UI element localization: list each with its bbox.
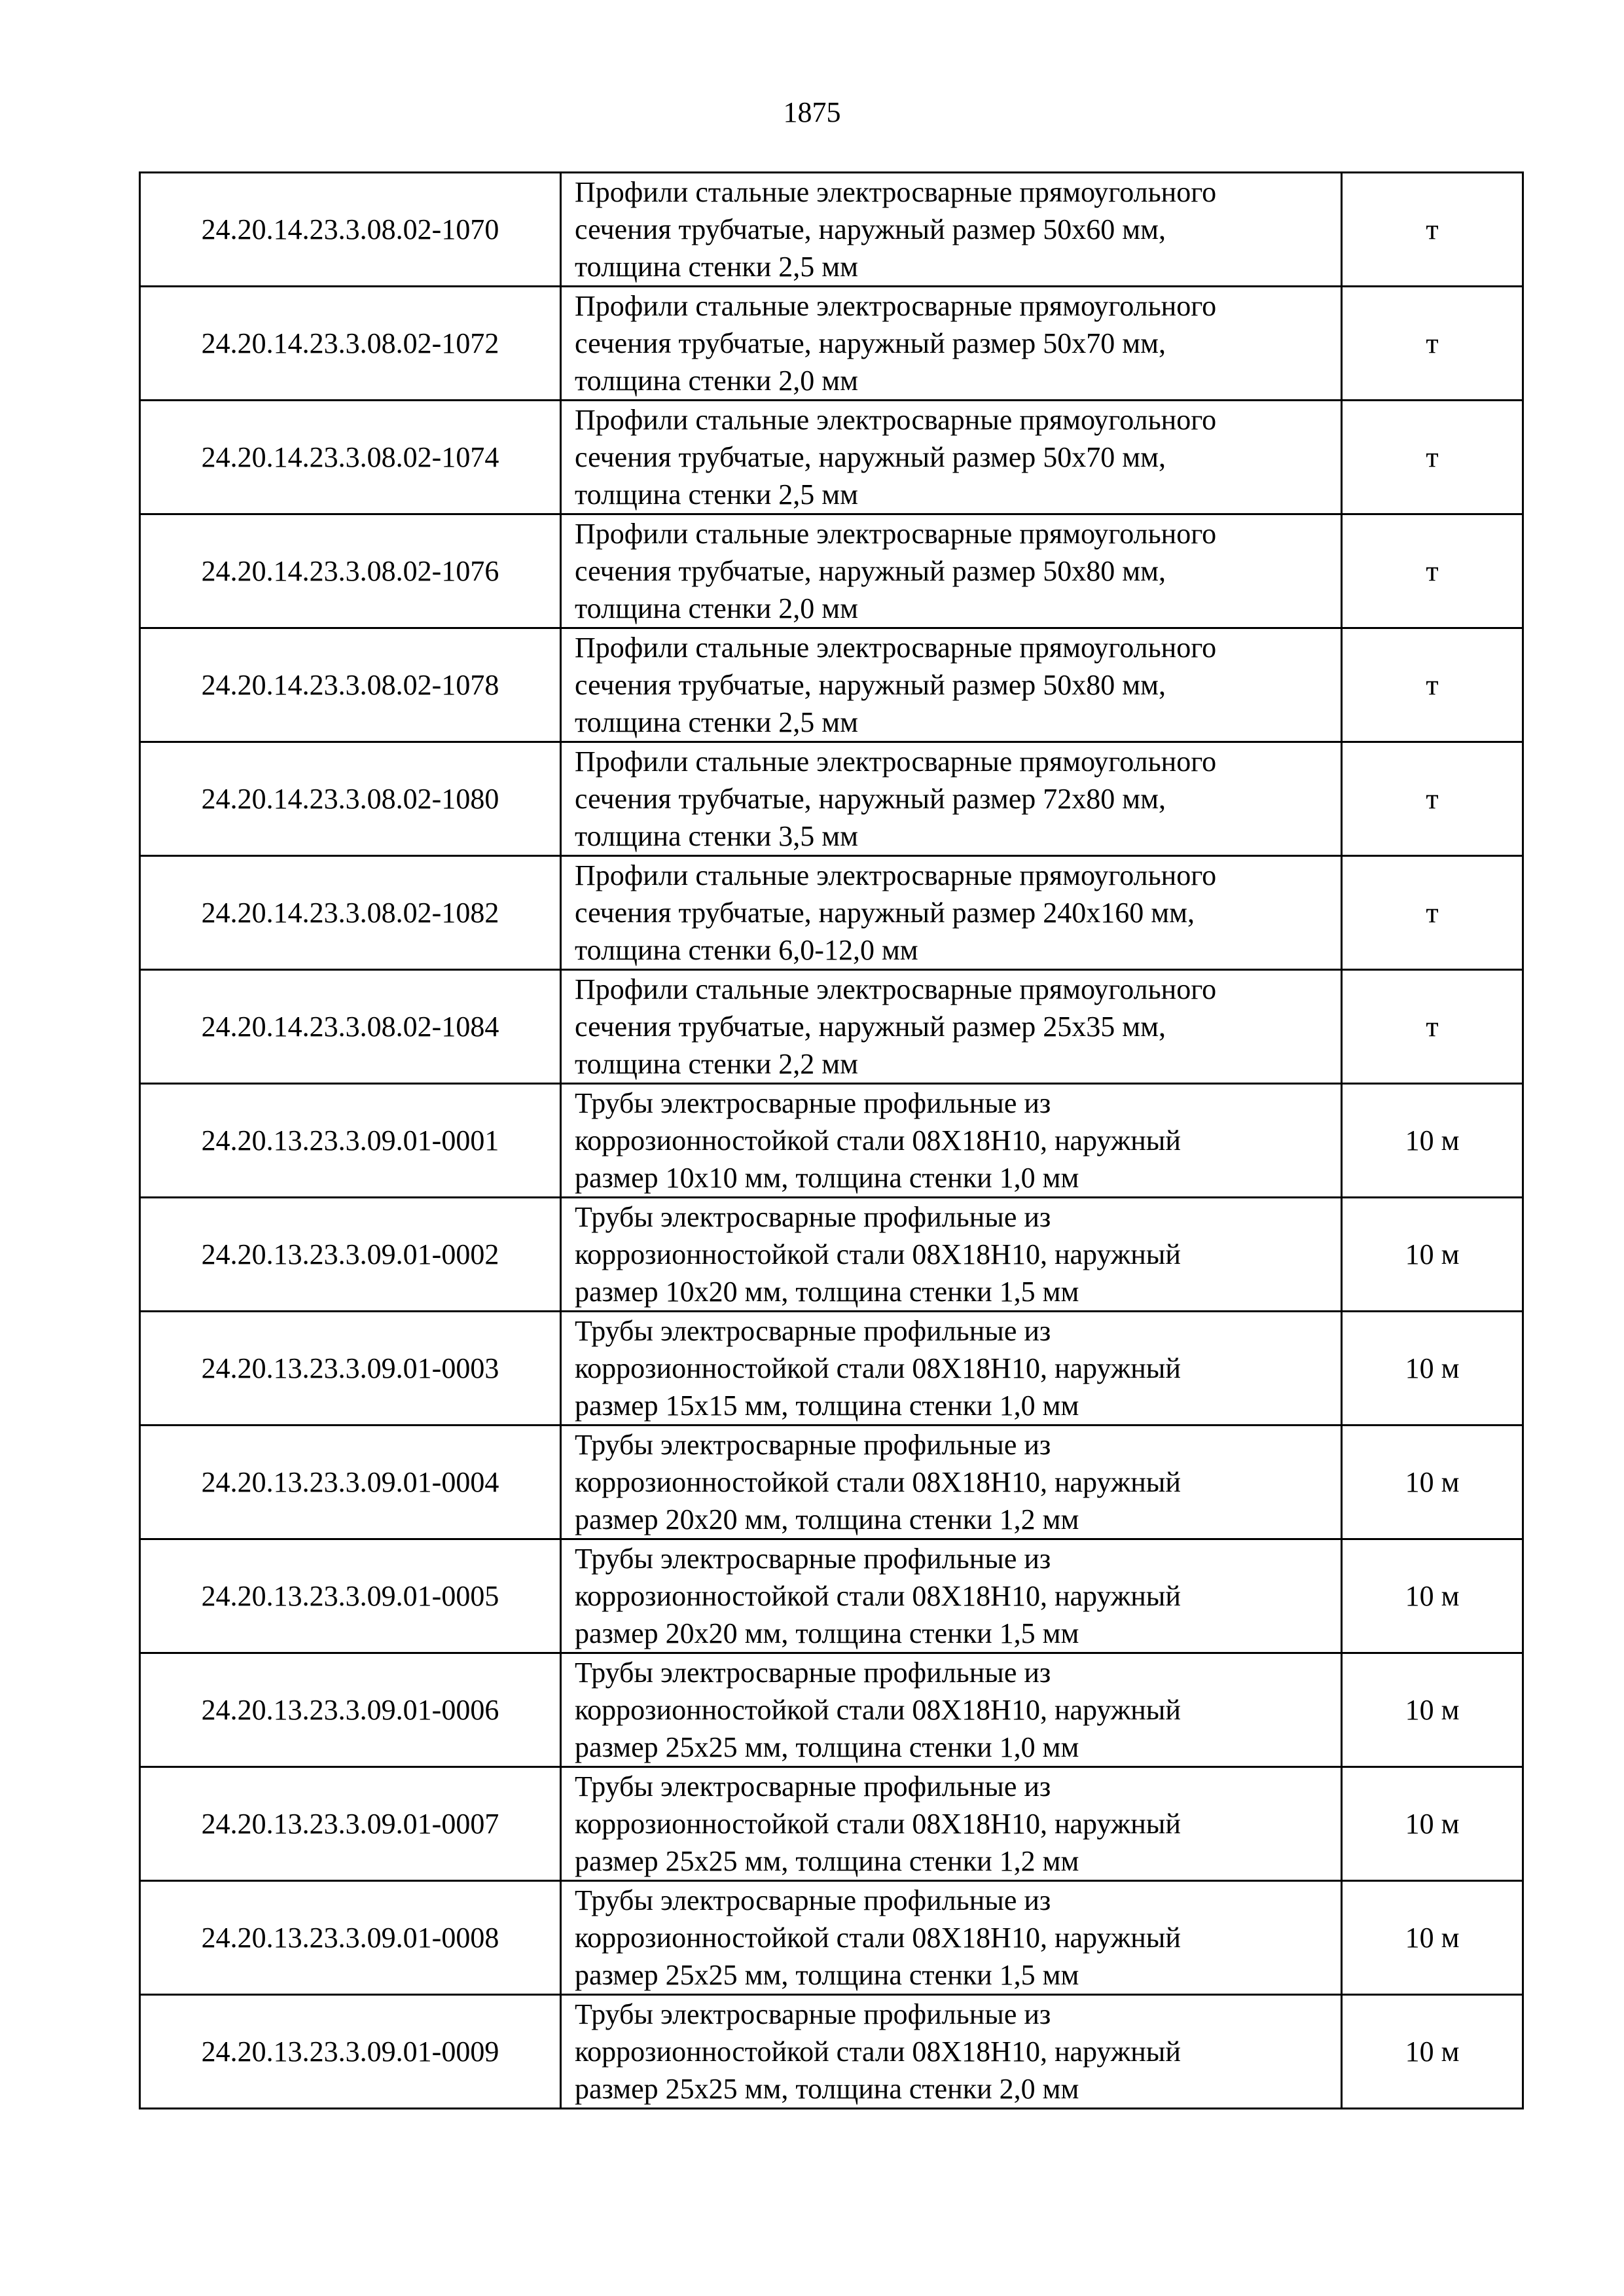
resource-description-cell	[561, 970, 1342, 1084]
description-line: коррозионностойкой стали 08Х18Н10, наружный	[575, 1238, 1181, 1270]
resource-code-cell: 24.20.14.23.3.08.02-1070	[140, 173, 561, 287]
description-line: сечения трубчатые, наружный размер 72х80 мм,	[575, 783, 1166, 815]
resource-description-cell	[561, 1539, 1342, 1653]
table-row	[140, 1881, 1523, 1995]
description-line: толщина стенки 2,5 мм	[575, 706, 858, 738]
description-line: коррозионностойкой стали 08Х18Н10, наружный	[575, 1352, 1181, 1384]
description-line: сечения трубчатые, наружный размер 50х70 мм,	[575, 327, 1166, 359]
description-line: Трубы электросварные профильные из	[575, 1998, 1051, 2030]
resource-description-cell	[561, 628, 1342, 742]
resource-code-cell: 24.20.14.23.3.08.02-1080	[140, 742, 561, 856]
description-line: толщина стенки 2,0 мм	[575, 592, 858, 624]
resource-code-cell: 24.20.14.23.3.08.02-1072	[140, 287, 561, 401]
resource-description-cell	[561, 1198, 1342, 1312]
unit-cell: т	[1342, 514, 1523, 628]
unit-cell: 10 м	[1342, 1995, 1523, 2109]
resource-code-cell: 24.20.13.23.3.09.01-0007	[140, 1767, 561, 1881]
table-row	[140, 514, 1523, 628]
description-line: размер 10х10 мм, толщина стенки 1,0 мм	[575, 1162, 1079, 1194]
resource-code-cell: 24.20.13.23.3.09.01-0003	[140, 1312, 561, 1426]
table-row	[140, 742, 1523, 856]
resource-code-cell: 24.20.14.23.3.08.02-1074	[140, 401, 561, 514]
unit-cell: 10 м	[1342, 1084, 1523, 1198]
description-line: сечения трубчатые, наружный размер 240х160 мм,	[575, 897, 1195, 929]
description-line: размер 25х25 мм, толщина стенки 1,5 мм	[575, 1959, 1079, 1991]
page-number: 1875	[783, 96, 841, 128]
description-line: Трубы электросварные профильные из	[575, 1315, 1051, 1347]
table-row	[140, 401, 1523, 514]
description-line: Профили стальные электросварные прямоугольного	[575, 290, 1217, 322]
description-line: толщина стенки 2,0 мм	[575, 365, 858, 397]
description-line: Трубы электросварные профильные из	[575, 1429, 1051, 1461]
resource-code-cell: 24.20.13.23.3.09.01-0001	[140, 1084, 561, 1198]
description-line: Трубы электросварные профильные из	[575, 1087, 1051, 1119]
table-row	[140, 1426, 1523, 1539]
unit-cell: т	[1342, 628, 1523, 742]
description-line: размер 25х25 мм, толщина стенки 1,2 мм	[575, 1845, 1079, 1877]
description-line: Трубы электросварные профильные из	[575, 1770, 1051, 1803]
description-line: сечения трубчатые, наружный размер 25х35 мм,	[575, 1011, 1166, 1043]
unit-cell: т	[1342, 856, 1523, 970]
description-line: толщина стенки 2,5 мм	[575, 251, 858, 283]
description-line: размер 25х25 мм, толщина стенки 1,0 мм	[575, 1731, 1079, 1763]
description-line: толщина стенки 2,5 мм	[575, 478, 858, 511]
unit-cell: 10 м	[1342, 1198, 1523, 1312]
unit-cell: 10 м	[1342, 1881, 1523, 1995]
unit-cell: т	[1342, 970, 1523, 1084]
description-line: размер 10х20 мм, толщина стенки 1,5 мм	[575, 1276, 1079, 1308]
resource-description-cell	[561, 1312, 1342, 1426]
resource-description-cell	[561, 1653, 1342, 1767]
resource-description-cell	[561, 1426, 1342, 1539]
unit-cell: 10 м	[1342, 1312, 1523, 1426]
description-line: толщина стенки 6,0-12,0 мм	[575, 934, 918, 966]
description-line: сечения трубчатые, наружный размер 50х80 мм,	[575, 669, 1166, 701]
description-line: коррозионностойкой стали 08Х18Н10, наружный	[575, 2036, 1181, 2068]
resource-description-cell	[561, 401, 1342, 514]
table-row	[140, 628, 1523, 742]
description-line: толщина стенки 3,5 мм	[575, 820, 858, 852]
table-row	[140, 1084, 1523, 1198]
resource-code-cell: 24.20.13.23.3.09.01-0008	[140, 1881, 561, 1995]
description-line: сечения трубчатые, наружный размер 50х80 мм,	[575, 555, 1166, 587]
unit-cell: 10 м	[1342, 1539, 1523, 1653]
table-row	[140, 173, 1523, 287]
unit-cell: 10 м	[1342, 1767, 1523, 1881]
description-line: коррозионностойкой стали 08Х18Н10, наружный	[575, 1580, 1181, 1612]
description-line: Профили стальные электросварные прямоугольного	[575, 176, 1217, 208]
description-line: Профили стальные электросварные прямоугольного	[575, 518, 1217, 550]
resource-code-cell: 24.20.13.23.3.09.01-0009	[140, 1995, 561, 2109]
table-row	[140, 287, 1523, 401]
resource-description-cell	[561, 514, 1342, 628]
resource-code-cell: 24.20.13.23.3.09.01-0005	[140, 1539, 561, 1653]
description-line: Трубы электросварные профильные из	[575, 1657, 1051, 1689]
resource-code-cell: 24.20.13.23.3.09.01-0002	[140, 1198, 561, 1312]
resource-table	[139, 171, 1524, 2109]
resource-description-cell	[561, 173, 1342, 287]
resource-code-cell: 24.20.14.23.3.08.02-1082	[140, 856, 561, 970]
unit-cell: 10 м	[1342, 1426, 1523, 1539]
description-line: Профили стальные электросварные прямоугольного	[575, 973, 1217, 1005]
resource-code-cell: 24.20.14.23.3.08.02-1084	[140, 970, 561, 1084]
resource-description-cell	[561, 1084, 1342, 1198]
resource-description-cell	[561, 856, 1342, 970]
table-row	[140, 970, 1523, 1084]
unit-cell: 10 м	[1342, 1653, 1523, 1767]
description-line: размер 15х15 мм, толщина стенки 1,0 мм	[575, 1390, 1079, 1422]
table-row	[140, 1539, 1523, 1653]
description-line: коррозионностойкой стали 08Х18Н10, наружный	[575, 1466, 1181, 1498]
resource-code-cell: 24.20.14.23.3.08.02-1076	[140, 514, 561, 628]
description-line: размер 20х20 мм, толщина стенки 1,5 мм	[575, 1617, 1079, 1649]
resource-description-cell	[561, 742, 1342, 856]
description-line: коррозионностойкой стали 08Х18Н10, наружный	[575, 1808, 1181, 1840]
description-line: сечения трубчатые, наружный размер 50х70 мм,	[575, 441, 1166, 473]
unit-cell: т	[1342, 173, 1523, 287]
resource-code-cell: 24.20.14.23.3.08.02-1078	[140, 628, 561, 742]
resource-description-cell	[561, 1881, 1342, 1995]
description-line: Профили стальные электросварные прямоугольного	[575, 859, 1217, 891]
description-line: размер 20х20 мм, толщина стенки 1,2 мм	[575, 1503, 1079, 1535]
description-line: коррозионностойкой стали 08Х18Н10, наружный	[575, 1922, 1181, 1954]
unit-cell: т	[1342, 287, 1523, 401]
resource-description-cell	[561, 1995, 1342, 2109]
description-line: коррозионностойкой стали 08Х18Н10, наружный	[575, 1124, 1181, 1157]
table-row	[140, 1312, 1523, 1426]
description-line: Профили стальные электросварные прямоугольного	[575, 404, 1217, 436]
description-line: размер 25х25 мм, толщина стенки 2,0 мм	[575, 2073, 1079, 2105]
resource-description-cell	[561, 287, 1342, 401]
resource-code-cell: 24.20.13.23.3.09.01-0004	[140, 1426, 561, 1539]
resource-code-cell: 24.20.13.23.3.09.01-0006	[140, 1653, 561, 1767]
table-row	[140, 1653, 1523, 1767]
resource-table-body	[140, 173, 1523, 2109]
table-row	[140, 1198, 1523, 1312]
table-row	[140, 856, 1523, 970]
description-line: Трубы электросварные профильные из	[575, 1201, 1051, 1233]
unit-cell: т	[1342, 401, 1523, 514]
description-line: Профили стальные электросварные прямоугольного	[575, 632, 1217, 664]
resource-description-cell	[561, 1767, 1342, 1881]
description-line: Трубы электросварные профильные из	[575, 1543, 1051, 1575]
table-row	[140, 1767, 1523, 1881]
description-line: коррозионностойкой стали 08Х18Н10, наружный	[575, 1694, 1181, 1726]
unit-cell: т	[1342, 742, 1523, 856]
description-line: сечения трубчатые, наружный размер 50х60 мм,	[575, 213, 1166, 245]
description-line: толщина стенки 2,2 мм	[575, 1048, 858, 1080]
description-line: Профили стальные электросварные прямоугольного	[575, 745, 1217, 778]
table-row	[140, 1995, 1523, 2109]
description-line: Трубы электросварные профильные из	[575, 1884, 1051, 1916]
